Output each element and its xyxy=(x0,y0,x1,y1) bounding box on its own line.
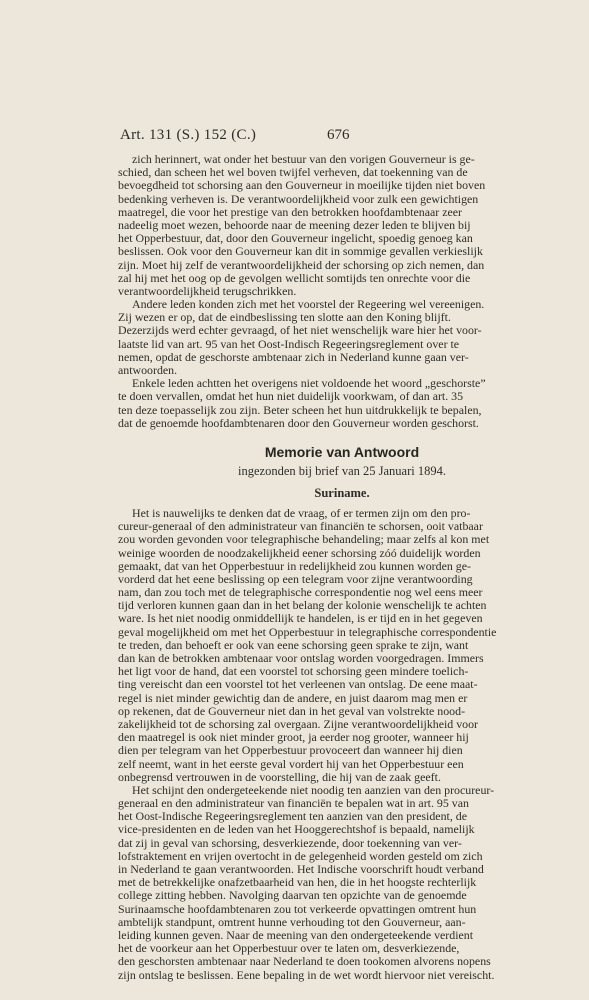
page-number: 676 xyxy=(327,127,350,143)
text-line: tijd verloren kunnen gaan dan in het belang der kolonie wenschelijk te achten xyxy=(118,599,487,613)
text-line: te doen vervallen, omdat het hun niet duidelijk voorkwam, of dan art. 35 xyxy=(118,390,464,404)
text-line: zijn ontslag te beslissen. Eene bepaling in de wet wordt hiervoor niet vereischt. xyxy=(118,968,495,982)
text-line: te treden, dan behoeft er ook van eene schorsing geen sprake te zijn, want xyxy=(118,638,469,652)
text-line: cureur-generaal of den administrateur van financiën te schorsen, ooit vatbaar xyxy=(118,520,483,534)
text-line: onbegrensd vertrouwen in de voorstelling, die hij van de zaak geeft. xyxy=(118,770,441,784)
text-line: op rekenen, dat de Gouverneur niet dan in het geval van volstrekte nood- xyxy=(118,704,466,718)
text-line: Dezerzijds werd echter gevraagd, of het niet wenschelijk ware hier het voor- xyxy=(118,324,482,338)
text-line: met de betrekkelijke onafzetbaarheid van hen, die in het hoogste rechterlijk xyxy=(118,876,477,890)
text-line: generaal en den administrateur van financiën te bepalen wat in art. 95 van xyxy=(118,797,469,811)
text-line: zou worden gevonden voor telegraphische behandeling; maar zelfs al kon met xyxy=(118,533,490,547)
article-reference: Art. 131 (S.) 152 (C.) xyxy=(120,127,257,143)
section-title: Memorie van Antwoord xyxy=(264,443,420,460)
text-line: den maatregel is ook niet minder groot, ja eerder nog grooter, wanneer hij xyxy=(118,731,469,745)
text-line: bedenking verheven is. De verantwoordelijkheid voor zulk een gewichtigen xyxy=(118,192,479,206)
text-line: laatste lid van art. 95 van het Oost-Indisch Regeeringsreglement over te xyxy=(118,337,460,351)
text-line: college zitting hebben. Navolging daarvan ten opzichte van de genoemde xyxy=(118,889,467,903)
text-line: het Opperbestuur, dat, door den Gouverneur ingelicht, spoedig genoeg kan xyxy=(118,232,473,246)
text-line: Het schijnt den ondergeteekende niet noodig ten aanzien van den procureur- xyxy=(132,783,495,797)
text-line: maatregel, die voor het prestige van den betrokken hoofdambtenaar zeer xyxy=(118,205,463,219)
paragraphs-bottom xyxy=(118,507,566,982)
text-line: zich herinnert, wat onder het bestuur van den vorigen Gouverneur is ge- xyxy=(132,153,475,166)
text-line: het Oost-Indische Regeeringsreglement ten aanzien van den president, de xyxy=(118,810,467,824)
text-line: Andere leden konden zich met het voorstel der Regeering wel vereenigen. xyxy=(132,298,485,312)
text-line: ting vereischt dan een voorstel tot het verleenen van ontslag. De eene maat- xyxy=(118,678,478,692)
text-line: zijn. Moet hij zelf de verantwoordelijkheid der schorsing op zich nemen, dan xyxy=(118,258,485,272)
text-line: dat de genoemde hoofdambtenaren door den Gouverneur worden geschorst. xyxy=(118,416,479,430)
text-line: nemen, opdat de geschorste ambtenaar zich in Nederland kunne gaan ver- xyxy=(118,350,469,364)
text-line: den geschorsten ambtenaar naar Nederland te doen tookomen alvorens nopens xyxy=(118,955,491,969)
text-line: het de voorkeur aan het Opperbestuur over te laten om, desverkiezende, xyxy=(118,942,460,956)
subheading: Suriname. xyxy=(314,485,370,500)
text-line: in Nederland te gaan verantwoorden. Het Indische voorschrift houdt verband xyxy=(118,863,484,876)
text-line: Surinaamsche hoofdambtenaren zou tot verkeerde opvattingen omtrent hun xyxy=(118,902,477,916)
text-line: zelf neemt, want in het eerste geval vordert hij van het Opperbestuur een xyxy=(118,757,464,771)
text-line: zal hij met het oog op de gevolgen wellicht somtijds ten onrechte voor die xyxy=(118,271,471,285)
page-body xyxy=(118,153,566,982)
text-line: het ligt voor de hand, dat een voorstel tot schorsing geen mindere toelich- xyxy=(118,665,469,679)
text-line: vice-presidenten en de leden van het Hooggerechtshof is bepaald, namelijk xyxy=(118,823,475,837)
text-line: regel is niet minder gewichtig dan de andere, en juist daarom mag men er xyxy=(118,691,468,705)
text-line: weinige woorden de noodzakelijkheid eener schorsing zóó duidelijk worden xyxy=(118,546,481,560)
text-line: ten deze toepasselijk zou zijn. Beter scheen het hun uitdrukkelijk te bepalen, xyxy=(118,403,482,417)
text-line: nadeelig moet wezen, behoorde naar de meening dezer leden te blijven bij xyxy=(118,218,471,232)
text-line: beslissen. Ook voor den Gouverneur kan dit in sommige gevallen verkieslijk xyxy=(118,245,483,259)
text-line: ambtelijk standpunt, omtrent hunne verhouding tot den Gouverneur, aan- xyxy=(118,915,466,929)
text-line: antwoorden. xyxy=(118,364,178,377)
text-line: Enkele leden achtten het overigens niet voldoende het woord „geschorste” xyxy=(132,377,486,391)
text-line: vorderd dat het eene beslissing op een telegram voor zijne verantwoording xyxy=(118,572,473,586)
text-line: geval mogelijkheid om met het Opperbestuur in telegraphische correspondentie xyxy=(118,625,497,639)
text-line: verantwoordelijkheid terugschrikken. xyxy=(118,284,297,298)
text-line: leiding kunnen geven. Naar de meening van den ondergeteekende verdient xyxy=(118,928,474,942)
text-line: zakelijkheid tot de schorsing zal overgaan. Zijne verantwoordelijkheid voor xyxy=(118,717,479,731)
text-line: ware. Is het niet noodig onmiddellijk te handelen, is er tijd en in het gegeven xyxy=(118,612,483,626)
text-line: dien per telegram van het Opperbestuur provoceert dan wanneer hij dien xyxy=(118,744,463,758)
text-line: Zij wezen er op, dat de eindbeslissing ten slotte aan den Koning blijft. xyxy=(118,311,451,325)
running-header xyxy=(120,127,565,149)
paragraphs-top xyxy=(118,153,566,430)
text-line: dan kan de betrokken ambtenaar voor ontslag worden voorgedragen. Immers xyxy=(118,652,484,665)
section-subtitle: ingezonden bij brief van 25 Januari 1894. xyxy=(238,463,446,478)
text-line: schied, dan scheen het wel boven twijfel verheven, dat toekenning van de xyxy=(118,166,468,180)
text-line: lofstraktement en vrijen overtocht in de gelegenheid worden gesteld om zich xyxy=(118,849,483,863)
text-line: gemaakt, dat van het Opperbestuur in redelijkheid zou kunnen worden ge- xyxy=(118,559,471,573)
text-line: nam, dan zou toch met de telegraphische correspondentie nog wel eens meer xyxy=(118,586,483,600)
text-line: Het is nauwelijks te denken dat de vraag, of er termen zijn om den pro- xyxy=(132,506,471,520)
text-line: dat zij in geval van schorsing, desverkiezende, door toekenning van ver- xyxy=(118,836,462,850)
text-line: bevoegdheid tot schorsing aan den Gouverneur in moeilijke tijden niet boven xyxy=(118,179,486,193)
